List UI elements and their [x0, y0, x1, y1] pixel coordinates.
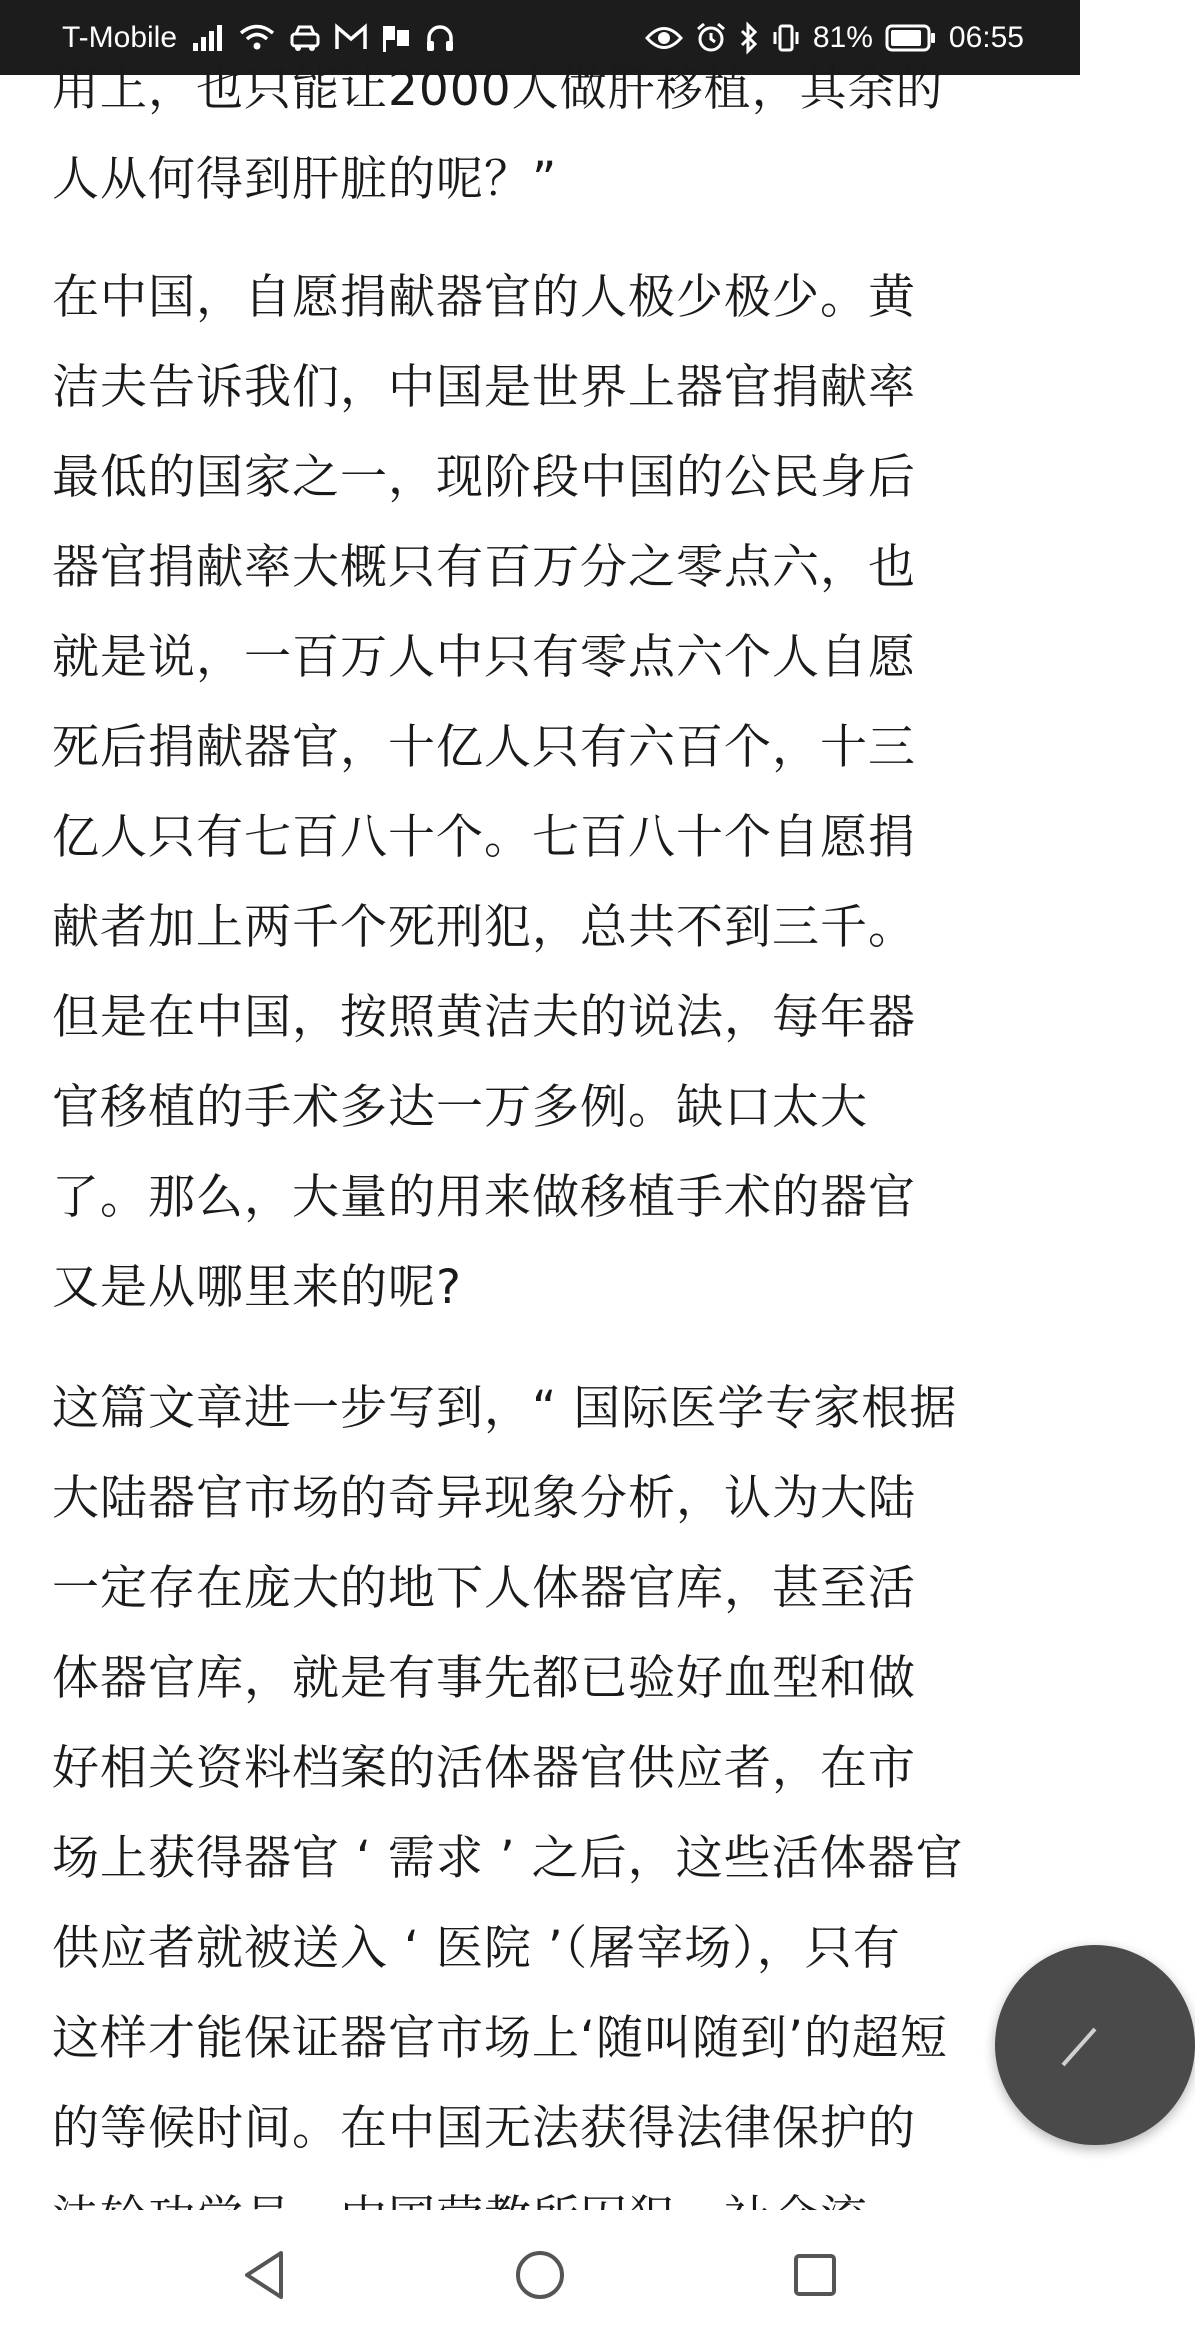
- floating-action-button[interactable]: [995, 1945, 1195, 2145]
- article-paragraph-3: 这篇文章进一步写到，“ 国际医学专家根据 大陆器官市场的奇异现象分析，认为大陆 一定存在庞大的地下人体器官库，甚至活 体器官库，就是有事先都已验好血型和做 好相关资料档案的活体器官供应者，在市 场上获得器官 ‘ 需求 ’ 之后，这些活体器官 供应者就被送入 ‘ 医院 ’（屠宰场），只有 这样才能保证器官市场上‘随叫随到’的超短 的等候时间。在中国无法获得法律保护的: [52, 1381, 964, 2156]
- arrow-up-icon: [1055, 2015, 1135, 2075]
- nav-back-icon[interactable]: [235, 2245, 295, 2305]
- nav-recents-icon[interactable]: [785, 2245, 845, 2305]
- system-nav-bar: [0, 2210, 1080, 2340]
- carrier-label: T-Mobile: [62, 20, 178, 54]
- battery-percent: 81%: [812, 20, 873, 54]
- clock: 06:55: [948, 20, 1024, 54]
- nav-home-icon[interactable]: [510, 2245, 570, 2305]
- article-paragraph-1: 用上，也只能让2000人做肝移植，其余的 人从何得到肝脏的呢？”: [52, 62, 944, 207]
- article-body: [52, 0, 1022, 2210]
- article-paragraph-2: 在中国，自愿捐献器官的人极少极少。黄 洁夫告诉我们，中国是世界上器官捐献率 最低的国家之一，现阶段中国的公民身后 器官捐献率大概只有百万分之零点六，也 就是说，一百万人中只有零点六个人自愿 死后捐献器官，十亿人只有六百个，十三 亿人只有七百八十个。七百八十个自愿捐 献者加上两千个死刑犯，总共不到三千。 但是在中国，按照黄洁夫的说法，每年器 官移植的手术多达一万多例。缺口太大 了。那么，大量的用来做移植手术的器官 又是从哪里来的呢?: [52, 270, 916, 1315]
